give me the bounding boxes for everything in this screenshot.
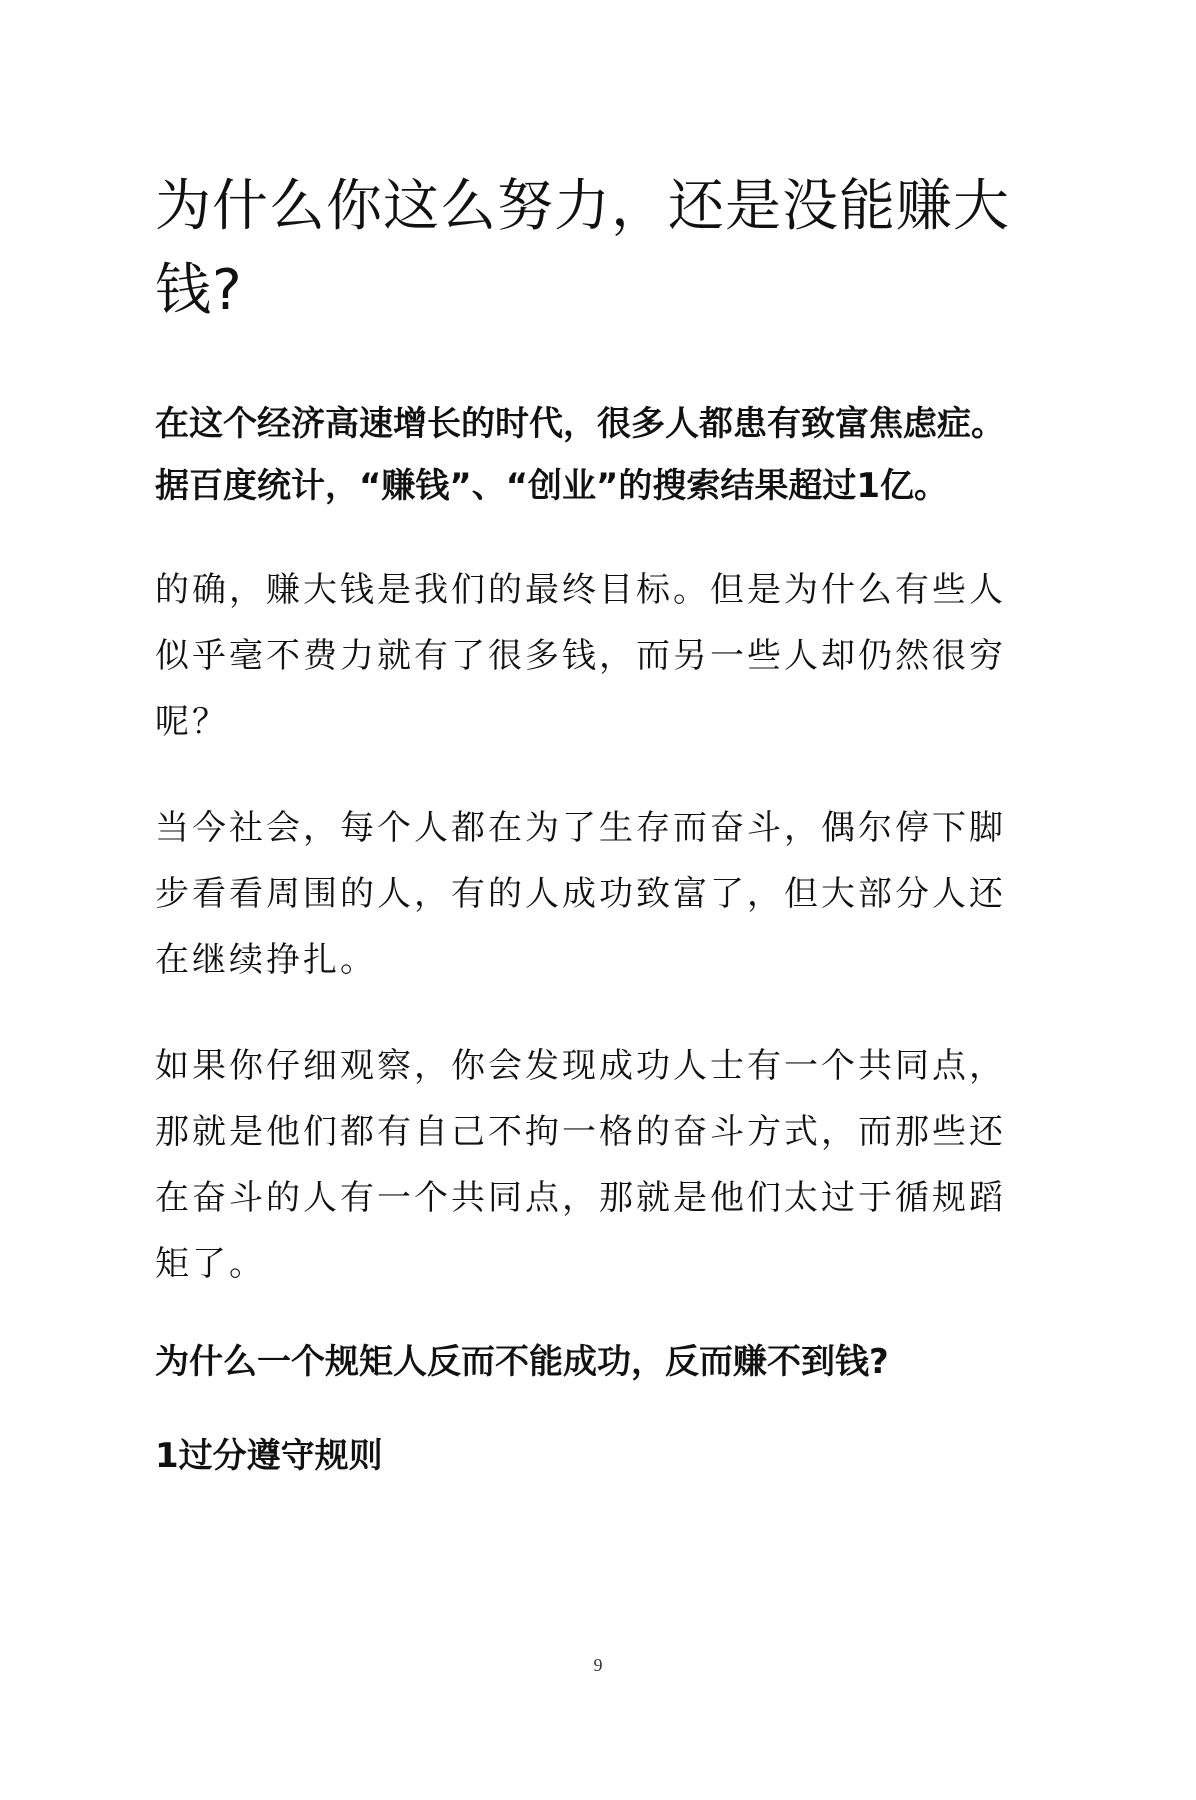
page-content [155, 165, 1015, 1525]
page-number: 9 [593, 1655, 603, 1675]
page-title: 为什么你这么努力，还是没能赚大钱? [155, 174, 1010, 323]
body-paragraph-2: 当今社会，每个人都在为了生存而奋斗，偶尔停下脚步看看周围的人，有的人成功致富了，但大部分人还在继续挣扎。 [155, 808, 1006, 980]
question-heading: 为什么一个规矩人反而不能成功，反而赚不到钱? [155, 1342, 889, 1382]
lead-paragraph: 在这个经济高速增长的时代，很多人都患有致富焦虑症。据百度统计，“赚钱”、“创业”的搜索结果超过1亿。 [155, 404, 1005, 506]
body-paragraph-3: 如果你仔细观察，你会发现成功人士有一个共同点，那就是他们都有自己不拘一格的奋斗方式，而那些还在奋斗的人有一个共同点，那就是他们太过于循规蹈矩了。 [155, 1046, 1006, 1284]
section-heading: 1过分遵守规则 [155, 1436, 383, 1476]
body-paragraph-1: 的确，赚大钱是我们的最终目标。但是为什么有些人似乎毫不费力就有了很多钱，而另一些人却仍然很穷呢？ [155, 570, 1006, 742]
